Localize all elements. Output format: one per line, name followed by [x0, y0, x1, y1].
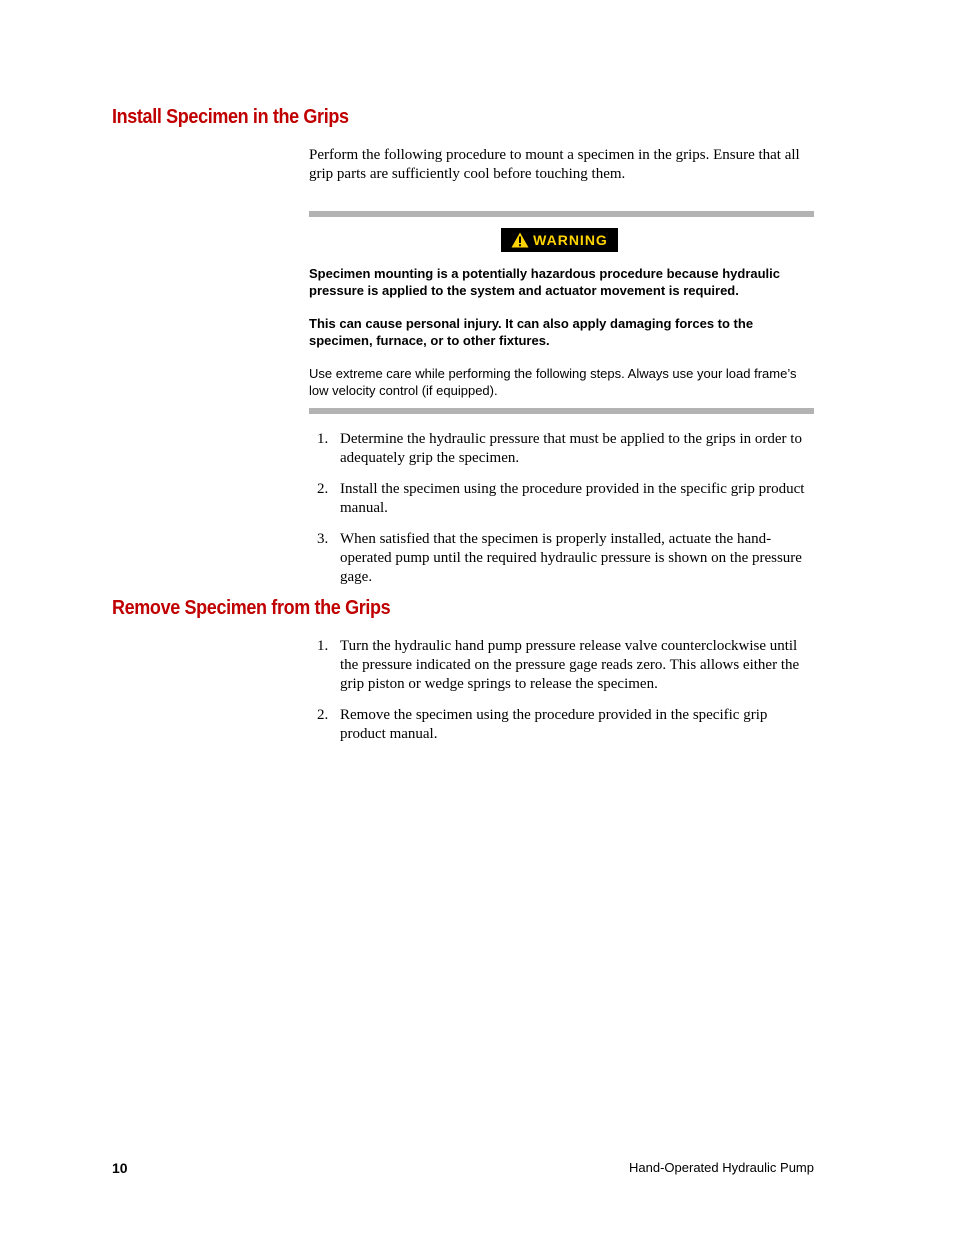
footer-document-title: Hand-Operated Hydraulic Pump [629, 1160, 814, 1175]
step-number: 2. [317, 481, 329, 497]
section-heading-remove: Remove Specimen from the Grips [112, 597, 391, 619]
step-text: Determine the hydraulic pressure that must be applied to the grips in order to adequately grip the specimen. [340, 431, 802, 466]
remove-steps-list [309, 637, 814, 756]
list-item [309, 637, 814, 694]
step-text: Install the specimen using the procedure provided in the specific grip product manual. [340, 481, 805, 516]
list-item [309, 530, 814, 587]
warning-paragraph-injury: This can cause personal injury. It can also apply damaging forces to the specimen, furnace, or to other fixtures. [309, 316, 754, 348]
step-text: Remove the specimen using the procedure provided in the specific grip product manual. [340, 707, 768, 742]
install-steps-list [309, 430, 814, 599]
section-heading-install: Install Specimen in the Grips [112, 106, 349, 128]
warning-top-rule [309, 211, 814, 217]
page-number: 10 [112, 1160, 128, 1176]
warning-bottom-rule [309, 408, 814, 414]
warning-triangle-icon [511, 232, 529, 248]
list-item [309, 480, 814, 518]
step-number: 1. [317, 431, 329, 447]
warning-paragraph-care: Use extreme care while performing the following steps. Always use your load frame’s low velocity control (if equipped). [309, 366, 797, 398]
warning-label: WARNING [533, 232, 608, 248]
list-item [309, 430, 814, 468]
step-number: 2. [317, 707, 329, 723]
list-item [309, 706, 814, 744]
intro-paragraph: Perform the following procedure to mount a specimen in the grips. Ensure that all grip parts are sufficiently cool before touching them. [309, 147, 800, 182]
step-text: Turn the hydraulic hand pump pressure release valve counterclockwise until the pressure indicated on the pressure gage reads zero. This allows either the grip piston or wedge springs to release the specimen. [340, 638, 800, 692]
step-number: 1. [317, 638, 329, 654]
step-number: 3. [317, 531, 329, 547]
step-text: When satisfied that the specimen is properly installed, actuate the hand-operated pump until the required hydraulic pressure is shown on the pressure gage. [340, 531, 802, 585]
warning-badge [501, 228, 618, 252]
warning-paragraph-hazard: Specimen mounting is a potentially hazardous procedure because hydraulic pressure is applied to the system and actuator movement is required. [309, 266, 781, 298]
